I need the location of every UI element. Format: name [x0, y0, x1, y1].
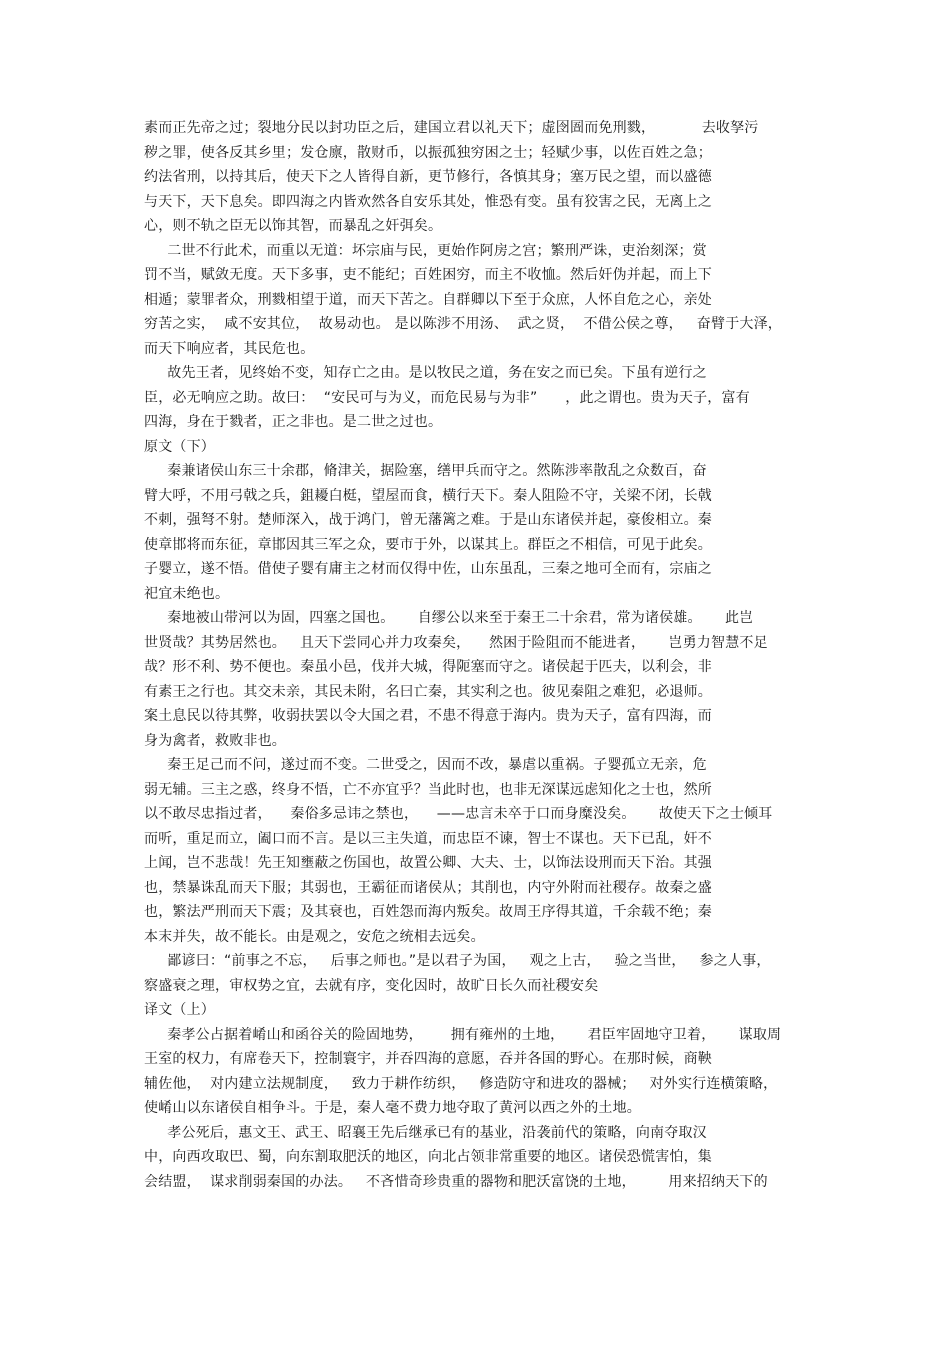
text-line: 故先王者，见终始不变，知存亡之由。是以牧民之道，务在安之而已矣。下虽有逆行之 [144, 365, 707, 381]
text-line: 也，禁暴诛乱而天下服；其弱也，王霸征而诸侯从；其削也，内守外附而社稷存。故秦之盛 [144, 879, 712, 896]
text-line: 子婴立，遂不悟。借使子婴有庸主之材而仅得中佐，山东虽乱，三秦之地可全而有，宗庙之 [144, 561, 712, 577]
text-line: 弱无辅。三主之惑，终身不悟，亡不亦宜乎？当此时也，也非无深谋远虑知化之士也，然所 [144, 781, 712, 798]
text-line: 孝公死后，惠文王、武王、昭襄王先后继承已有的基业，沿袭前代的策略，向南夺取汉 [144, 1124, 707, 1141]
text-line: 使崤山以东诸侯自相争斗。于是，秦人毫不费力地夺取了黄河以西之外的土地。 [144, 1100, 641, 1116]
text-line: 鄙谚曰：“前事之不忘， 后事之师也。”是以君子为国， 观之上古， 验之当世， 参之人事， [144, 953, 771, 969]
text-line: 二世不行此术，而重以无道：坏宗庙与民，更始作阿房之宫；繁刑严诛，吏治刻深；赏 [144, 242, 707, 259]
text-line: 心，则不轨之臣无以饰其智，而暴乱之奸弭矣。 [144, 218, 443, 234]
text-line: 素而正先帝之过；裂地分民以封功臣之后，建国立君以礼天下；虚囹圄而免刑戮， 去收孥污 [144, 120, 759, 136]
text-line: 察盛衰之理，审权势之宜，去就有序，变化因时，故旷日长久而社稷安矣 [144, 977, 599, 994]
text-line: 案土息民以待其弊，收弱扶罢以令大国之君，不患不得意于海内。贵为天子，富有四海，而 [144, 708, 712, 724]
text-line: 会结盟， 谋求削弱秦国的办法。 不吝惜奇珍贵重的器物和肥沃富饶的土地， 用来招纳天下的 [144, 1173, 768, 1190]
text-line: 身为禽者，救败非也。 [144, 732, 286, 749]
text-line: 臂大呼，不用弓戟之兵，鉏耰白梃，望屋而食，横行天下。秦人阻险不守，关梁不闭，长戟 [144, 487, 712, 504]
text-line: 秦孝公占据着崤山和函谷关的险固地势， 拥有雍州的土地， 君臣牢固地守卫着， 谋取周 [144, 1026, 782, 1043]
text-line: 秦王足己而不问，遂过而不变。二世受之，因而不改，暴虐以重祸。子婴孤立无亲，危 [144, 757, 707, 773]
text-line: 上闻，岂不悲哉！先王知壅蔽之伤国也，故置公卿、大夫、士，以饰法设刑而天下治。其强 [144, 855, 712, 871]
text-line: 本末并失，故不能长。由是观之，安危之统相去远矣。 [144, 928, 485, 945]
text-line: 哉？形不利、势不便也。秦虽小邑，伐并大城，得阨塞而守之。诸侯起于匹夫，以利会，非 [144, 659, 712, 675]
text-line: 相遁；蒙罪者众，刑戮相望于道，而天下苦之。自群卿以下至于众庶，人怀自危之心，亲处 [144, 291, 712, 308]
text-line: 祀宜未绝也。 [144, 585, 230, 602]
document-body [144, 116, 824, 1194]
text-line: 以不敢尽忠指过者， 秦俗多忌讳之禁也， ——忠言未卒于口而身糜没矣。 故使天下之士倾耳 [144, 806, 773, 822]
text-line: 而天下响应者，其民危也。 [144, 340, 315, 357]
text-line: 臣，必无响应之助。故曰： “安民可与为义，而危民易与为非” ，此之谓也。贵为天子，富有 [144, 389, 750, 406]
text-line: 与天下，天下息矣。即四海之内皆欢然各自安乐其处，惟恐有变。虽有狡害之民，无离上之 [144, 193, 712, 210]
text-line: 中，向西攻取巴、蜀，向东割取肥沃的地区，向北占领非常重要的地区。诸侯恐慌害怕，集 [144, 1149, 712, 1165]
text-line: 约法省刑，以持其后，使天下之人皆得自新，更节修行，各慎其身；塞万民之望，而以盛德 [144, 169, 712, 185]
text-line: 而听，重足而立，阖口而不言。是以三主失道，而忠臣不谏，智士不谋也。天下已乱，奸不 [144, 830, 712, 847]
text-line: 使章邯将而东征，章邯因其三军之众，要市于外，以谋其上。群臣之不相信，可见于此矣。 [144, 536, 712, 553]
text-line: 不刺，强弩不射。楚师深入，战于鸿门，曾无藩篱之难。于是山东诸侯并起，豪俊相立。秦 [144, 512, 712, 528]
text-line: 穷苦之实， 咸不安其位， 故易动也。 是以陈涉不用汤、 武之贤， 不借公侯之尊， 奋臂于大泽， [144, 316, 782, 332]
text-line: 四海，身在于戮者，正之非也。是二世之过也。 [144, 414, 443, 430]
text-line: 也，繁法严刑而天下震；及其衰也，百姓怨而海内叛矣。故周王序得其道，千余载不绝；秦 [144, 904, 712, 920]
text-line: 秦兼诸侯山东三十余郡，脩津关，据险塞，缮甲兵而守之。然陈涉率散乱之众数百，奋 [144, 463, 707, 479]
text-line: 王室的权力，有席卷天下，控制寰宇，并吞四海的意愿，吞并各国的野心。在那时候，商鞅 [144, 1051, 712, 1067]
text-line: 译文（上） [144, 1002, 215, 1018]
text-line: 秦地被山带河以为固，四塞之国也。 自缪公以来至于秦王二十余君，常为诸侯雄。 此岂 [144, 610, 754, 626]
text-line: 秽之罪，使各反其乡里；发仓廪，散财币，以振孤独穷困之士；轻赋少事，以佐百姓之急； [144, 144, 712, 161]
text-line: 原文（下） [144, 438, 215, 455]
text-line: 有素王之行也。其交未亲，其民未附，名曰亡秦，其实利之也。彼见秦阻之难犯，必退师。 [144, 683, 712, 700]
text-line: 罚不当，赋敛无度。天下多事，吏不能纪；百姓困穷，而主不收恤。然后奸伪并起，而上下 [144, 267, 712, 283]
text-line: 辅佐他， 对内建立法规制度， 致力于耕作纺织， 修造防守和进攻的器械； 对外实行连横策略， [144, 1075, 778, 1092]
text-line: 世贤哉？其势居然也。 且天下尝同心并力攻秦矣， 然困于险阻而不能进者， 岂勇力智慧不足 [144, 634, 768, 651]
